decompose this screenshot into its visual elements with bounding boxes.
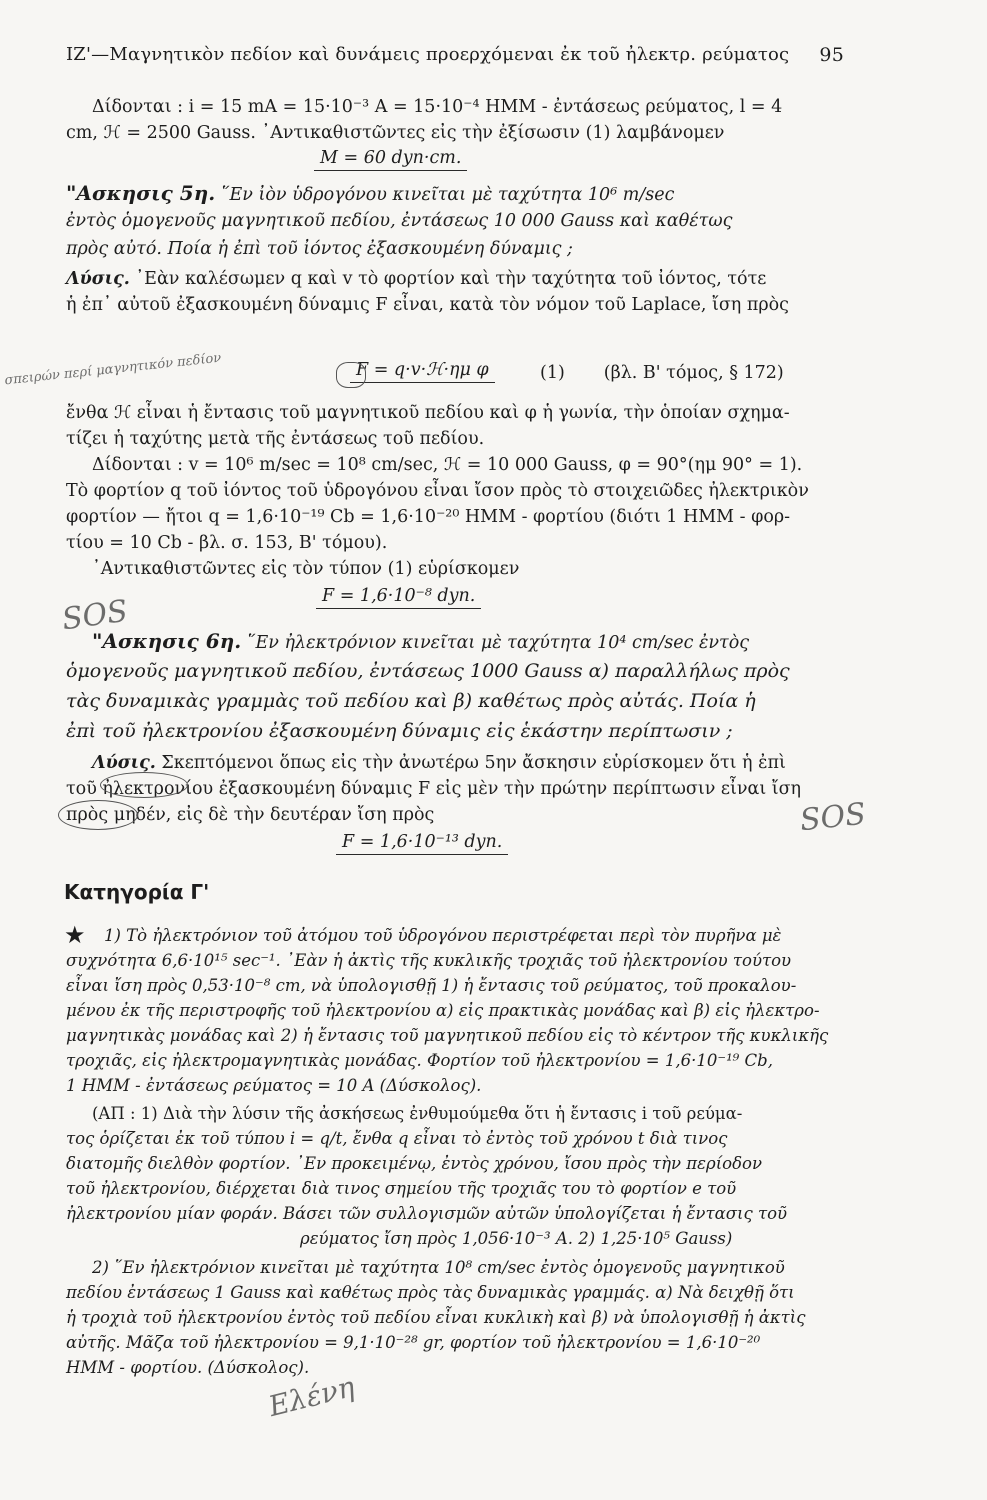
problem-1-line: μένου ἐκ τῆς περιστροφῆς τοῦ ἠλεκτρονίου α) εἰς πρακτικὰς μονάδας καὶ β) εἰς ἠλεκτρο-	[66, 1001, 820, 1020]
answer-1-line: τος ὁρίζεται ἐκ τοῦ τύπου i = q/t, ἔνθα q εἶναι τὸ ἐντὸς τοῦ χρόνου t διὰ τινος	[66, 1129, 728, 1148]
text-line: cm, ℋ = 2500 Gauss. ᾿Αντικαθιστῶντες εἰς τὴν ἐξίσωσιν (1) λαμβάνομεν	[66, 123, 725, 143]
text-line: φορτίον — ἤτοι q = 1,6·10⁻¹⁹ Cb = 1,6·10⁻²⁰ ΗΜΜ - φορτίου (διότι 1 ΗΜΜ - φορ-	[66, 507, 791, 527]
exercise-5-line-3: πρὸς αὐτό. Ποία ἡ ἐπὶ τοῦ ἰόντος ἐξασκουμένη δύναμις ;	[66, 239, 573, 259]
answer-1-line: ἠλεκτρονίου μίαν φοράν. Βάσει τῶν συλλογισμῶν αὐτῶν ὑπολογίζεται ἡ ἔντασις τοῦ	[66, 1204, 788, 1223]
exercise-5-text: ῞Εν ἰὸν ὑδρογόνου κινεῖται μὲ ταχύτητα 10⁶ m/sec	[220, 185, 675, 205]
text-line: ἔνθα ℋ εἶναι ἡ ἔντασις τοῦ μαγνητικοῦ πεδίου καὶ φ ἡ γωνία, τὴν ὁποίαν σχημα-	[66, 403, 790, 423]
exercise-5-line-1	[66, 180, 831, 208]
handwritten-sos-mark: SOS	[798, 796, 868, 839]
header-title: ΙΖ'—Μαγνητικὸν πεδίον καὶ δυνάμεις προερχόμεναι ἐκ τοῦ ἠλεκτρ. ρεύματος	[66, 44, 790, 65]
text-line: τοῦ ἠλεκτρονίου ἐξασκουμένη δύναμις F εἰς μὲν τὴν πρώτην περίπτωσιν εἶναι ἴση	[66, 779, 802, 799]
solution-5-line-1	[66, 266, 831, 292]
problem-2-line: 2) ῞Εν ἠλεκτρόνιον κινεῖται μὲ ταχύτητα 10⁸ cm/sec ἐντὸς ὁμογενοῦς μαγνητικοῦ	[92, 1258, 785, 1277]
problem-2-line: ΗΜΜ - φορτίου. (Δύσκολος).	[66, 1358, 310, 1377]
exercise-6-line-2: ὁμογενοῦς μαγνητικοῦ πεδίου, ἐντάσεως 1000 Gauss α) παραλλήλως πρὸς	[66, 660, 790, 682]
text-line: Δίδονται : v = 10⁶ m/sec = 10⁸ cm/sec, ℋ = 10 000 Gauss, φ = 90°(ημ 90° = 1).	[92, 455, 803, 475]
pencil-circle	[58, 800, 138, 830]
solution-label: Λύσις.	[92, 753, 156, 773]
answer-1-line: (ΑΠ : 1) Διὰ τὴν λύσιν τῆς ἀσκήσεως ἐνθυμούμεθα ὅτι ἡ ἔντασις i τοῦ ρεύμα-	[92, 1104, 743, 1123]
running-header	[66, 44, 856, 65]
handwritten-signature: Ελένη	[265, 1369, 358, 1424]
formula-torque: M = 60 dyn·cm.	[314, 148, 467, 171]
text-line: τίου = 10 Cb - βλ. σ. 153, Β' τόμου).	[66, 533, 388, 553]
exercise-5-title: "Ασκησις 5η.	[66, 181, 216, 205]
text-line: ᾿Αντικαθιστῶντες εἰς τὸν τύπον (1) εὑρίσκομεν	[92, 559, 520, 579]
category-heading: Κατηγορία Γ'	[64, 880, 210, 904]
star-icon: ★	[64, 921, 86, 949]
handwritten-sos-mark: SOS	[59, 593, 130, 638]
problem-1-line: μαγνητικὰς μονάδας καὶ 2) ἡ ἔντασις τοῦ μαγνητικοῦ πεδίου εἰς τὸ κέντρον τῆς κυκλικῆς	[66, 1026, 829, 1045]
exercise-6-title: "Ασκησις 6η.	[92, 629, 242, 653]
problem-2-line: αὐτῆς. Μᾶζα τοῦ ἠλεκτρονίου = 9,1·10⁻²⁸ gr, φορτίον τοῦ ἠλεκτρονίου = 1,6·10⁻²⁰	[66, 1333, 761, 1352]
problem-1-line: εἶναι ἴση πρὸς 0,53·10⁻⁸ cm, νὰ ὑπολογισθῇ 1) ἡ ἔντασις τοῦ ρεύματος, τοῦ προκαλου-	[66, 976, 797, 995]
exercise-6-text: ῞Εν ἠλεκτρόνιον κινεῖται μὲ ταχύτητα 10⁴ cm/sec ἐντὸς	[246, 633, 750, 653]
answer-1-line: τοῦ ἠλεκτρονίου, διέρχεται διὰ τινος σημείου τῆς τροχιᾶς του τὸ φορτίον e τοῦ	[66, 1179, 737, 1198]
problem-1-line: 1 ΗΜΜ - ἐντάσεως ρεύματος = 10 A (Δύσκολος).	[66, 1076, 482, 1095]
volume-reference: (βλ. Β' τόμος, § 172)	[603, 363, 784, 383]
problem-1-line: τροχιᾶς, εἰς ἠλεκτρομαγνητικὰς μονάδας. Φορτίον τοῦ ἠλεκτρονίου = 1,6·10⁻¹⁹ Cb,	[66, 1051, 773, 1070]
text-line: Δίδονται : i = 15 mA = 15·10⁻³ A = 15·10⁻⁴ ΗΜΜ - ἐντάσεως ρεύματος, l = 4	[92, 97, 783, 117]
problem-1-line: συχνότητα 6,6·10¹⁵ sec⁻¹. ᾿Εὰν ἡ ἀκτὶς τῆς κυκλικῆς τροχιᾶς τοῦ ἠλεκτρονίου τούτου	[66, 951, 792, 970]
text-line: ἡ ἐπ᾿ αὐτοῦ ἐξασκουμένη δύναμις F εἶναι, κατὰ τὸν νόμον τοῦ Laplace, ἴση πρὸς	[66, 295, 789, 315]
text-line: Τὸ φορτίον q τοῦ ἰόντος τοῦ ὑδρογόνου εἶναι ἴσον πρὸς τὸ στοιχειῶδες ἠλεκτρικὸν	[66, 481, 809, 501]
formula-force-result: F = 1,6·10⁻⁸ dyn.	[316, 586, 481, 609]
problem-2-line: ἡ τροχιὰ τοῦ ἠλεκτρονίου ἐντὸς τοῦ πεδίου εἶναι κυκλικὴ καὶ β) νὰ ὑπολογισθῇ ἡ ἀκτὶς	[66, 1308, 806, 1327]
answer-1-line: ρεύματος ἴση πρὸς 1,056·10⁻³ A. 2) 1,25·10⁵ Gauss)	[300, 1229, 733, 1248]
solution-6-line-1	[92, 750, 857, 776]
problem-1-line: 1) Τὸ ἠλεκτρόνιον τοῦ ἀτόμου τοῦ ὑδρογόνου περιστρέφεται περὶ τὸν πυρῆνα μὲ	[104, 926, 782, 945]
exercise-6-line-1	[92, 628, 857, 656]
exercise-6-line-4: ἐπὶ τοῦ ἠλεκτρονίου ἐξασκουμένη δύναμις εἰς ἑκάστην περίπτωσιν ;	[66, 720, 733, 742]
solution-text: ᾿Εὰν καλέσωμεν q καὶ v τὸ φορτίον καὶ τὴν ταχύτητα τοῦ ἰόντος, τότε	[135, 269, 767, 289]
answer-1-line: διατομῆς διελθὸν φορτίον. ᾿Εν προκειμένῳ, ἐντὸς χρόνου, ἴσου πρὸς τὴν περίοδον	[66, 1154, 762, 1173]
solution-text: Σκεπτόμενοι ὅπως εἰς τὴν ἀνωτέρω 5ην ἄσκησιν εὑρίσκομεν ὅτι ἡ ἐπὶ	[161, 753, 786, 773]
pencil-bracket	[336, 362, 366, 388]
text-line: τίζει ἡ ταχύτης μετὰ τῆς ἐντάσεως τοῦ πεδίου.	[66, 429, 485, 449]
exercise-6-line-3: τὰς δυναμικὰς γραμμὰς τοῦ πεδίου καὶ β) καθέτως πρὸς αὐτάς. Ποία ἡ	[66, 690, 756, 712]
pencil-circle	[100, 772, 188, 798]
formula-force-electron: F = 1,6·10⁻¹³ dyn.	[336, 832, 508, 855]
page-number: 95	[819, 44, 844, 66]
exercise-5-line-2: ἐντὸς ὁμογενοῦς μαγνητικοῦ πεδίου, ἐντάσεως 10 000 Gauss καὶ καθέτως	[66, 211, 733, 231]
handwritten-margin-note: σπειρών περί μαγνητικόν πεδίον	[3, 350, 222, 389]
equation-number: (1)	[540, 363, 565, 383]
text-line: πρὸς μηδέν, εἰς δὲ τὴν δευτέραν ἴση πρὸς	[66, 805, 435, 825]
formula-number	[540, 360, 800, 386]
solution-label: Λύσις.	[66, 269, 130, 289]
problem-2-line: πεδίου ἐντάσεως 1 Gauss καὶ καθέτως πρὸς τὰς δυναμικὰς γραμμάς. α) Νὰ δειχθῇ ὅτι	[66, 1283, 795, 1302]
formula-laplace: F = q·v·ℋ·ημ φ	[350, 360, 495, 383]
